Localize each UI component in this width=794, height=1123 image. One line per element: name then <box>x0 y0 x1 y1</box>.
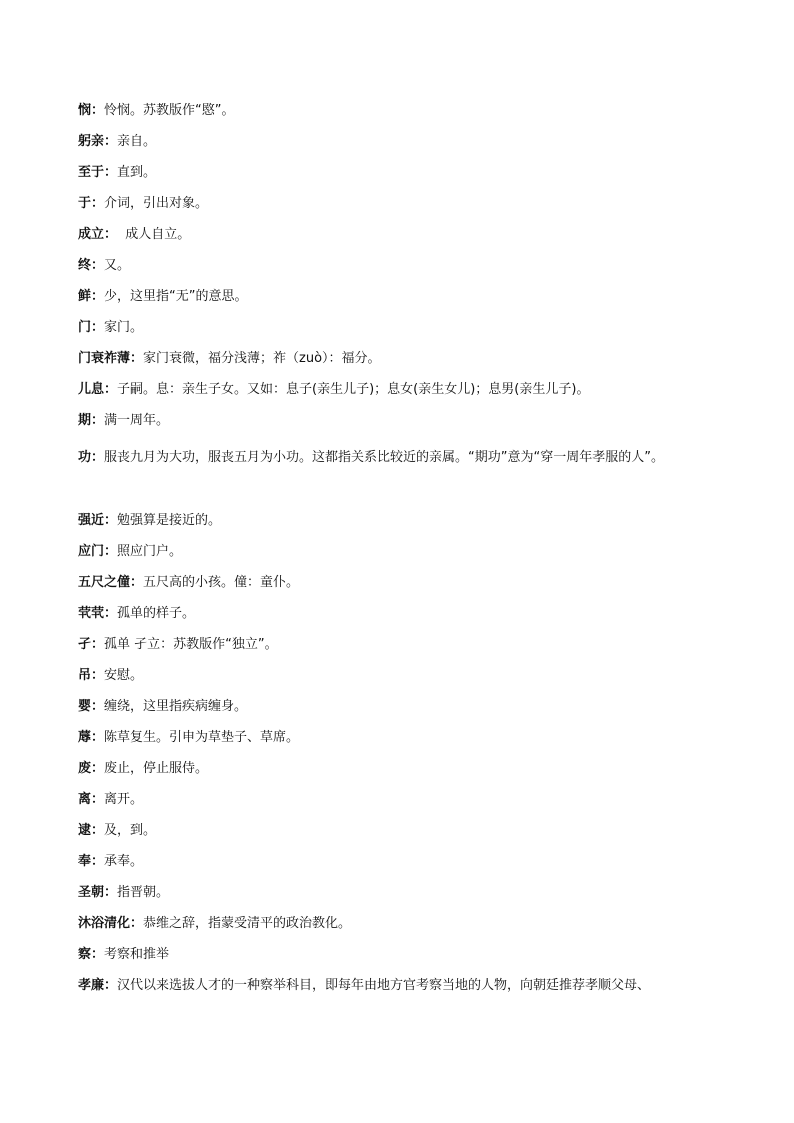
entry-term: 至于： <box>78 165 118 180</box>
entry-definition: 孤单的样子。 <box>117 606 196 621</box>
entry-definition: 成人自立。 <box>117 227 191 242</box>
entry-term: 躬亲： <box>78 134 118 149</box>
entry-definition: 考察和推举 <box>104 947 170 962</box>
entry-definition: 满一周年。 <box>104 413 170 428</box>
entry-yu <box>78 194 754 214</box>
entry-gongqin <box>78 132 754 152</box>
entry-definition: 直到。 <box>117 165 157 180</box>
entry-qiangjin <box>78 511 754 531</box>
entry-term: 门衰祚薄： <box>78 351 144 366</box>
entry-yingmen <box>78 542 754 562</box>
entry-term: 察： <box>78 947 105 962</box>
entry-definition: 又。 <box>104 258 131 273</box>
entry-chengli <box>78 225 754 245</box>
entry-jie <box>78 635 754 655</box>
entry-min <box>78 101 754 121</box>
entry-definition: 子嗣。息：亲生子女。又如：息子(亲生儿子)；息女(亲生女儿)；息男(亲生儿子)。 <box>117 382 590 397</box>
entry-wuchizhitong <box>78 573 754 593</box>
entry-term: 期： <box>78 413 105 428</box>
entry-definition: 安慰。 <box>104 668 144 683</box>
entry-definition: 勉强算是接近的。 <box>117 513 222 528</box>
entry-term: 蓐： <box>78 730 105 745</box>
entry-term: 吊： <box>78 668 105 683</box>
entry-diao <box>78 666 754 686</box>
entry-term: 五尺之僮： <box>78 575 144 590</box>
entry-definition: 家门。 <box>104 320 144 335</box>
entry-term: 孑： <box>78 637 105 652</box>
entry-definition: 汉代以来选拔人才的一种察举科目，即每年由地方官考察当地的人物，向朝廷推荐孝顺父母、 <box>117 978 651 993</box>
entry-fei <box>78 759 754 779</box>
entry-term: 应门： <box>78 544 118 559</box>
entry-term: 功： <box>78 450 105 465</box>
entry-erxi <box>78 380 754 400</box>
entry-definition: 家门衰微，福分浅薄；祚（zuò）：福分。 <box>143 351 381 366</box>
entry-dai <box>78 821 754 841</box>
entry-term: 离： <box>78 792 105 807</box>
entry-definition: 介词，引出对象。 <box>104 196 209 211</box>
entry-shengchao <box>78 883 754 903</box>
entry-definition: 指晋朝。 <box>117 885 170 900</box>
entry-term: 强近： <box>78 513 118 528</box>
entry-term: 悯： <box>78 103 105 118</box>
entry-definition: 离开。 <box>104 792 144 807</box>
entry-definition: 废止，停止服侍。 <box>104 761 209 776</box>
entry-term: 于： <box>78 196 105 211</box>
entry-xian <box>78 287 754 307</box>
entry-term: 门： <box>78 320 105 335</box>
entry-men <box>78 318 754 338</box>
entry-cha <box>78 945 754 965</box>
entry-definition: 服丧九月为大功，服丧五月为小功。这都指关系比较近的亲属。“期功”意为“穿一周年孝服的人”。 <box>104 450 664 465</box>
entry-term: 婴： <box>78 699 105 714</box>
entry-definition: 陈草复生。引申为草垫子、草席。 <box>104 730 300 745</box>
entry-ying <box>78 697 754 717</box>
entry-term: 逮： <box>78 823 105 838</box>
entry-li <box>78 790 754 810</box>
entry-ru <box>78 728 754 748</box>
entry-gong <box>56 442 734 473</box>
entry-term: 孝廉： <box>78 978 118 993</box>
entry-definition: 恭维之辞，指蒙受清平的政治教化。 <box>143 916 352 931</box>
entry-term: 儿息： <box>78 382 118 397</box>
entry-definition: 亲自。 <box>117 134 157 149</box>
entry-term: 废： <box>78 761 105 776</box>
entry-term: 成立： <box>78 227 118 242</box>
entry-muyuqinghua <box>78 914 754 934</box>
entry-term: 沐浴清化： <box>78 916 144 931</box>
entry-definition: 五尺高的小孩。僮：童仆。 <box>143 575 300 590</box>
entry-ji <box>78 411 754 431</box>
entry-definition: 少，这里指“无”的意思。 <box>104 289 248 304</box>
entry-term: 圣朝： <box>78 885 118 900</box>
entry-zhiyu <box>78 163 754 183</box>
entry-term: 终： <box>78 258 105 273</box>
entry-term: 茕茕： <box>78 606 118 621</box>
entry-zhong <box>78 256 754 276</box>
entry-term: 鲜： <box>78 289 105 304</box>
entry-feng <box>78 852 754 872</box>
entry-xiaolian <box>78 976 754 996</box>
entry-definition: 怜悯。苏教版作“愍”。 <box>104 103 235 118</box>
entry-menshuaizuobo <box>78 349 754 369</box>
entry-term: 奉： <box>78 854 105 869</box>
entry-definition: 孤单 孑立：苏教版作“独立”。 <box>104 637 278 652</box>
entry-definition: 缠绕，这里指疾病缠身。 <box>104 699 248 714</box>
entry-definition: 照应门户。 <box>117 544 183 559</box>
entry-definition: 承奉。 <box>104 854 144 869</box>
entry-qiongqiong <box>78 604 754 624</box>
entry-definition: 及，到。 <box>104 823 157 838</box>
